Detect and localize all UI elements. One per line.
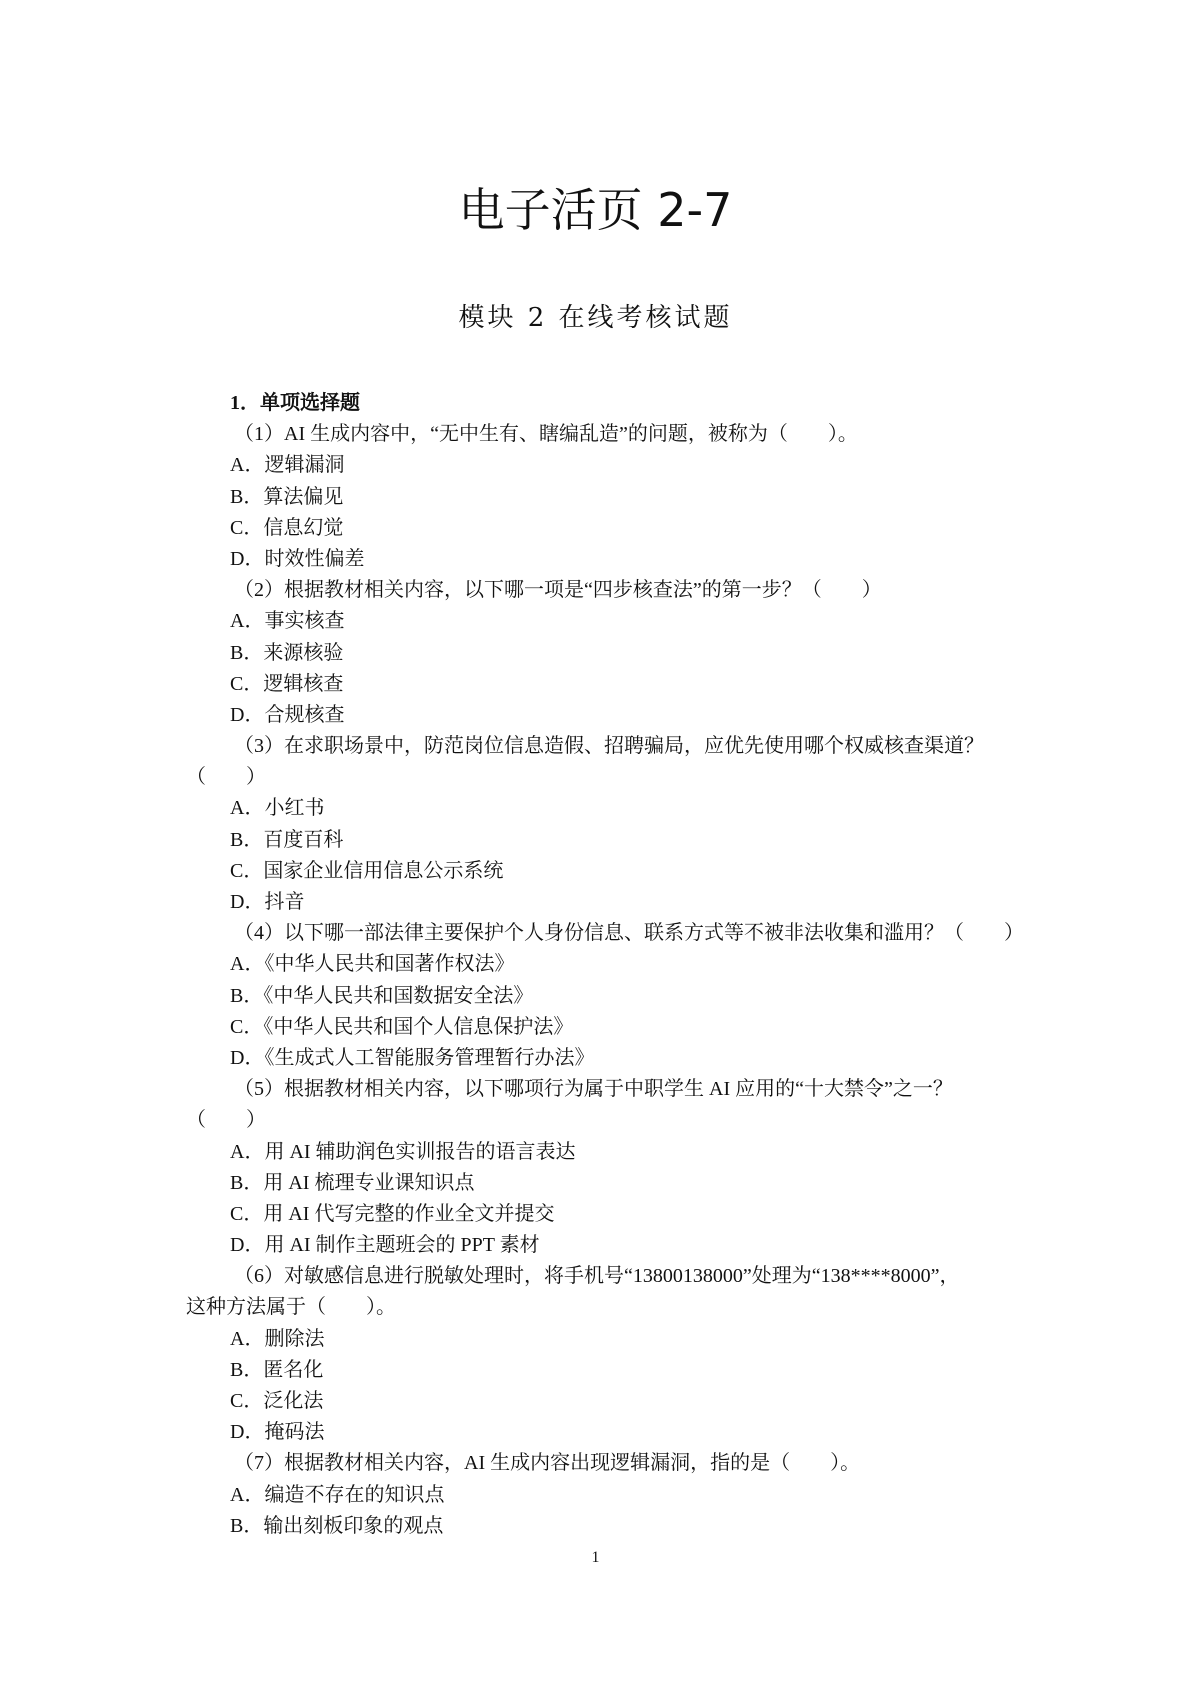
- question-1-option-a: A．逻辑漏洞: [230, 454, 345, 477]
- question-3-option-d: D．抖音: [230, 891, 305, 913]
- question-7-stem: （7）根据教材相关内容，AI 生成内容出现逻辑漏洞，指的是（ ）。: [234, 1452, 861, 1475]
- question-5-option-a: A．用 AI 辅助润色实训报告的语言表达: [230, 1140, 576, 1163]
- question-4-option-b: B．《中华人民共和国数据安全法》: [230, 984, 534, 1007]
- question-4-stem: （4）以下哪一部法律主要保护个人身份信息、联系方式等不被非法收集和滥用？（ ）: [234, 922, 1024, 945]
- question-6-stem: （6）对敏感信息进行脱敏处理时，将手机号“13800138000”处理为“138****8000”，: [234, 1265, 960, 1288]
- question-5-stem-continued: （ ）: [186, 1109, 266, 1132]
- question-2-stem: （2）根据教材相关内容，以下哪一项是“四步核查法”的第一步？（ ）: [234, 579, 882, 602]
- question-7-option-a: A．编造不存在的知识点: [230, 1483, 445, 1506]
- question-1-option-c: C．信息幻觉: [230, 516, 344, 539]
- page-number: 1: [591, 1549, 600, 1566]
- question-2-option-a: A．事实核查: [230, 610, 345, 633]
- question-1-stem: （1）AI 生成内容中，“无中生有、瞎编乱造”的问题，被称为（ ）。: [234, 423, 858, 446]
- page-title: 电子活页 2-7: [458, 183, 733, 237]
- document-body: [186, 388, 1038, 1542]
- question-5-option-c: C．用 AI 代写完整的作业全文并提交: [230, 1202, 555, 1225]
- question-6-stem-continued: 这种方法属于（ ）。: [186, 1296, 396, 1319]
- question-2-option-b: B．来源核验: [230, 641, 344, 664]
- question-1-option-d: D．时效性偏差: [230, 547, 365, 570]
- question-5-stem: （5）根据教材相关内容，以下哪项行为属于中职学生 AI 应用的“十大禁令”之一？: [234, 1078, 953, 1101]
- question-3-option-b: B．百度百科: [230, 828, 344, 851]
- question-5-option-d: D．用 AI 制作主题班会的 PPT 素材: [230, 1234, 540, 1257]
- question-6-option-a: A．删除法: [230, 1327, 325, 1350]
- question-4-option-c: C．《中华人民共和国个人信息保护法》: [230, 1015, 574, 1038]
- section-heading: 1．单项选择题: [230, 392, 360, 414]
- question-6-option-b: B．匿名化: [230, 1358, 324, 1381]
- question-2-option-d: D．合规核查: [230, 703, 345, 726]
- question-6-option-d: D．掩码法: [230, 1421, 325, 1444]
- question-3-option-a: A．小红书: [230, 797, 325, 820]
- question-4-option-a: A．《中华人民共和国著作权法》: [230, 953, 515, 976]
- question-5-option-b: B．用 AI 梳理专业课知识点: [230, 1171, 475, 1194]
- question-3-stem-continued: （ ）: [186, 766, 266, 789]
- question-4-option-d: D．《生成式人工智能服务管理暂行办法》: [230, 1046, 595, 1069]
- page-subtitle: 模块 2 在线考核试题: [458, 303, 733, 333]
- question-7-option-b: B．输出刻板印象的观点: [230, 1514, 444, 1537]
- question-6-option-c: C．泛化法: [230, 1390, 324, 1412]
- question-2-option-c: C．逻辑核查: [230, 672, 344, 695]
- question-1-option-b: B．算法偏见: [230, 485, 344, 508]
- question-3-option-c: C．国家企业信用信息公示系统: [230, 859, 504, 882]
- question-3-stem: （3）在求职场景中，防范岗位信息造假、招聘骗局，应优先使用哪个权威核查渠道？: [234, 735, 984, 758]
